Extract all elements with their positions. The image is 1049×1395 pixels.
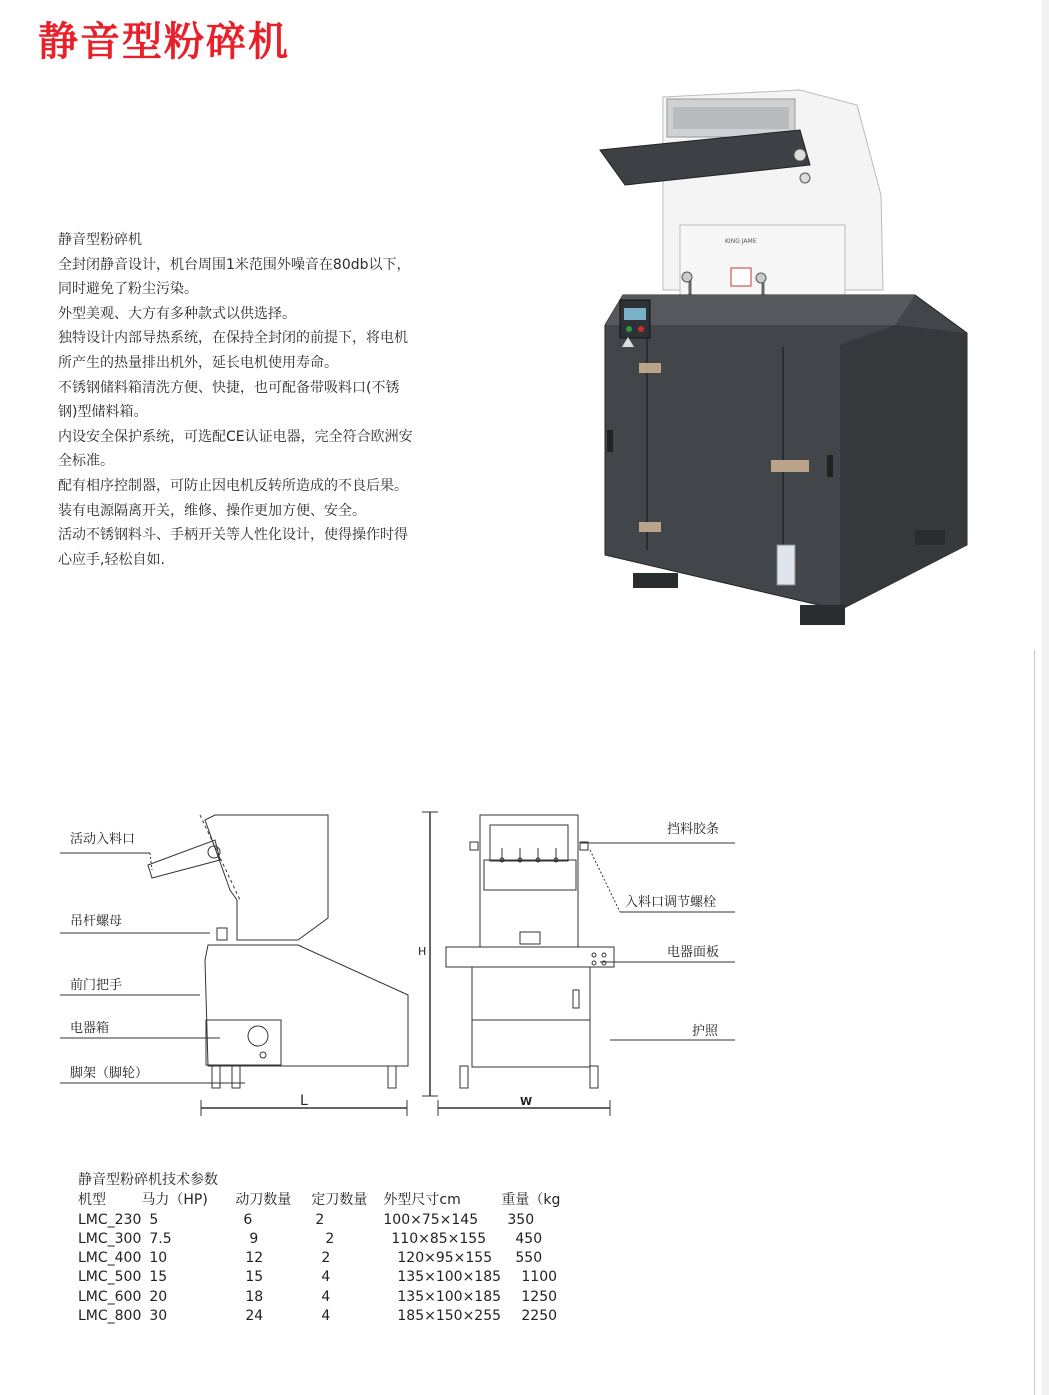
cell-weight: 1100 (521, 1269, 558, 1286)
header-fixed-blades: 定刀数量 (311, 1192, 368, 1209)
side-view-hopper (205, 815, 328, 940)
table-row (78, 1288, 571, 1307)
cell-weight: 350 (507, 1211, 535, 1228)
cell-dimensions: 185×150×255 (397, 1308, 502, 1325)
cell-dimensions: 135×100×185 (397, 1288, 502, 1305)
description-line: 外型美观、大方有多种款式以供选择。 (58, 305, 296, 322)
description-line: 装有电源隔离开关，维修、操作更加方便、安全。 (58, 502, 366, 519)
page-edge (1042, 0, 1049, 1395)
dimension-L: L (300, 1093, 308, 1109)
cell-fixed: 2 (325, 1230, 335, 1247)
description-line: 钢)型储料箱。 (58, 404, 148, 421)
side-view-feed-chute (148, 840, 220, 878)
cell-fixed: 4 (321, 1288, 331, 1305)
header-weight: 重量（kg (501, 1192, 561, 1209)
label-baffle-rubber-strip: 挡料胶条 (667, 822, 720, 837)
header-model: 机型 (78, 1192, 106, 1209)
label-movable-feed-inlet: 活动入料口 (70, 832, 136, 847)
description-heading: 静音型粉碎机 (58, 232, 142, 248)
description-line: 全标准。 (58, 453, 114, 470)
cell-dimensions: 120×95×155 (397, 1250, 493, 1267)
cell-fixed: 4 (321, 1308, 331, 1325)
side-view-cabinet (205, 945, 408, 1066)
cell-hp: 5 (149, 1211, 159, 1228)
front-view-cabinet (472, 967, 590, 1067)
front-view-feed-opening (484, 860, 576, 890)
description (58, 228, 468, 572)
cell-model: LMC_400 (78, 1250, 142, 1267)
front-view-hopper (480, 815, 578, 947)
front-view-top-panel (446, 947, 614, 967)
cell-fixed: 4 (321, 1269, 331, 1286)
table-row (78, 1211, 571, 1230)
dimension-H: H (418, 945, 427, 958)
description-line: 不锈钢储料箱清洗方便、快捷，也可配备带吸料口(不锈 (58, 379, 400, 396)
cell-model: LMC_300 (78, 1230, 142, 1247)
cell-hp: 10 (149, 1250, 168, 1267)
table-row (78, 1307, 571, 1326)
cell-weight: 550 (515, 1250, 543, 1267)
description-line: 所产生的热量排出机外，延长电机使用寿命。 (58, 354, 338, 371)
spec-table-caption: 静音型粉碎机技术参数 (78, 1172, 218, 1188)
header-horsepower: 马力（HP) (141, 1192, 208, 1209)
cell-weight: 2250 (521, 1308, 558, 1325)
table-row (78, 1230, 571, 1249)
machine-photo (595, 85, 975, 635)
description-line: 独特设计内部导热系统，在保持全封闭的前提下，将电机 (58, 330, 408, 347)
cell-hp: 20 (149, 1288, 168, 1305)
label-inlet-adjust-bolt: 入料口调节螺栓 (625, 895, 717, 910)
cell-model: LMC_230 (78, 1211, 142, 1228)
spec-table-header (78, 1191, 571, 1210)
cell-hp: 15 (149, 1269, 168, 1286)
header-rotary-blades: 动刀数量 (235, 1192, 292, 1209)
spec-table (78, 1191, 571, 1326)
cell-fixed: 2 (321, 1250, 331, 1267)
cell-weight: 1250 (521, 1288, 558, 1305)
description-line: 活动不锈钢料斗、手柄开关等人性化设计，使得操作时得 (58, 527, 408, 544)
cell-rotary: 18 (245, 1288, 264, 1305)
cell-dimensions: 135×100×185 (397, 1269, 502, 1286)
cell-hp: 7.5 (149, 1230, 172, 1247)
cell-rotary: 6 (243, 1211, 253, 1228)
cell-rotary: 24 (245, 1308, 264, 1325)
label-stand-casters: 脚架（脚轮） (70, 1066, 149, 1081)
cell-weight: 450 (515, 1230, 543, 1247)
cell-fixed: 2 (315, 1211, 325, 1228)
label-suspension-rod-nut: 吊杆螺母 (70, 914, 123, 929)
label-guard: 护照 (692, 1024, 719, 1039)
description-line: 全封闭静音设计，机台周围1米范围外噪音在80db以下， (58, 256, 411, 273)
spec-table-section (78, 1171, 571, 1326)
brand-label: KING JAME (725, 238, 757, 245)
cell-model: LMC_600 (78, 1288, 142, 1305)
label-electrical-panel: 电器面板 (667, 945, 720, 960)
description-line: 配有相序控制器，可防止因电机反转所造成的不良后果。 (58, 477, 408, 494)
table-row (78, 1268, 571, 1287)
label-front-door-handle: 前门把手 (70, 978, 123, 993)
side-view-electrical-box (206, 1020, 281, 1065)
description-line: 内设安全保护系统，可选配CE认证电器，完全符合欧洲安 (58, 428, 413, 445)
description-line: 心应手,轻松自如. (58, 551, 165, 568)
label-electrical-box: 电器箱 (70, 1021, 110, 1036)
page-title: 静音型粉碎机 (38, 19, 290, 65)
cell-rotary: 9 (249, 1230, 259, 1247)
cell-model: LMC_800 (78, 1308, 142, 1325)
dimension-W: W (520, 1095, 533, 1108)
page-divider (1034, 650, 1035, 1395)
cell-dimensions: 110×85×155 (391, 1230, 487, 1247)
cell-rotary: 15 (245, 1269, 264, 1286)
cell-dimensions: 100×75×145 (383, 1211, 479, 1228)
cell-model: LMC_500 (78, 1269, 142, 1286)
table-row (78, 1249, 571, 1268)
cell-hp: 30 (149, 1308, 168, 1325)
header-dimensions: 外型尺寸cm (383, 1192, 461, 1209)
description-line: 同时避免了粉尘污染。 (58, 281, 198, 298)
cell-rotary: 12 (245, 1250, 264, 1267)
technical-drawing (60, 800, 760, 1130)
